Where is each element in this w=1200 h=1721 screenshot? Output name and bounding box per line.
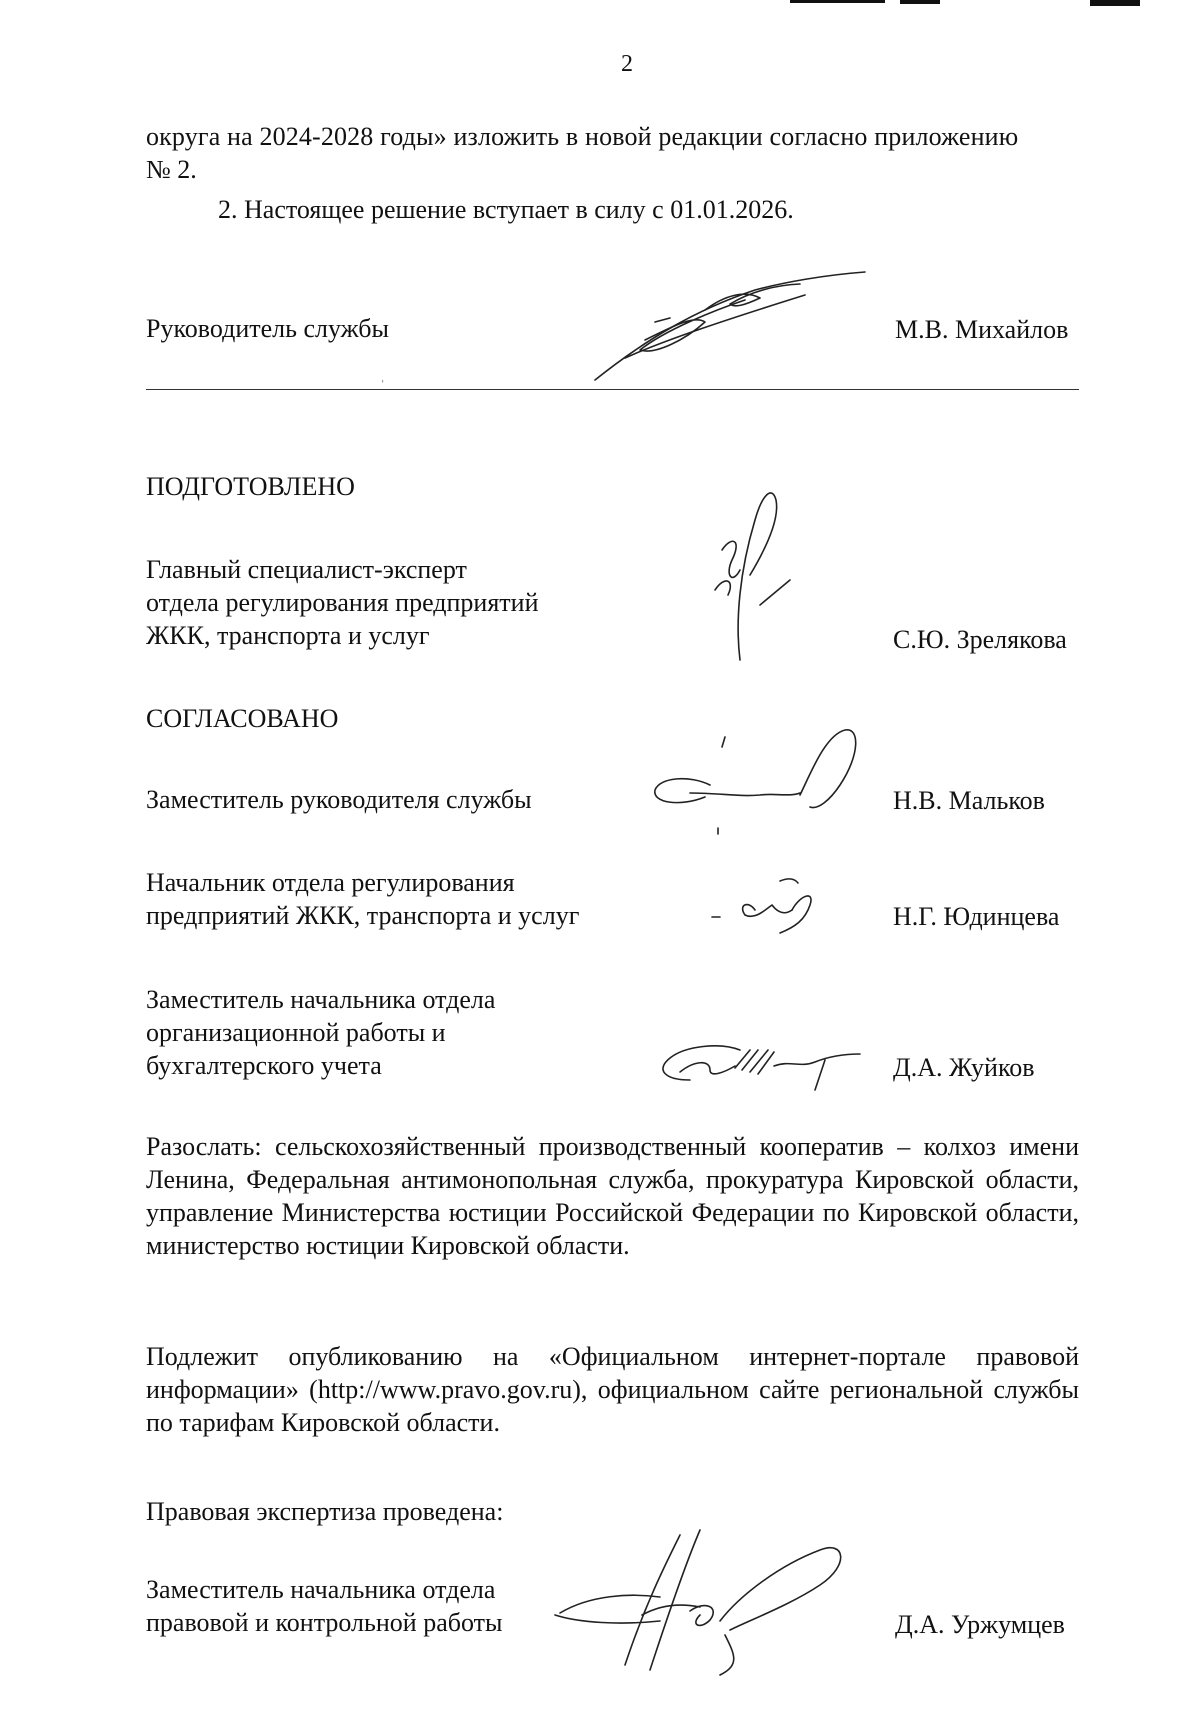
agreed-position-line: предприятий ЖКК, транспорта и услуг (146, 901, 580, 930)
legal-review-position-line: правовой и контрольной работы (146, 1608, 503, 1637)
agreed-position-line: бухгалтерского учета (146, 1051, 382, 1080)
signature-agreed-1 (650, 715, 870, 835)
scan-edge-mark (1090, 0, 1140, 6)
scan-artifact: ˌ (380, 366, 386, 383)
legal-review-position-line: Заместитель начальника отдела (146, 1575, 496, 1604)
prepared-position-line: отдела регулирования предприятий (146, 588, 539, 617)
legal-review-name: Д.А. Уржумцев (895, 1610, 1065, 1639)
head-name: М.В. Михайлов (895, 315, 1069, 344)
body-line: № 2. (146, 155, 197, 184)
signature-agreed-3 (650, 1020, 870, 1100)
prepared-name: С.Ю. Зрелякова (893, 625, 1067, 654)
body-line: округа на 2024-2028 годы» изложить в новой редакции согласно приложению (146, 122, 1019, 151)
agreed-name: Н.Г. Юдинцева (893, 902, 1060, 931)
prepared-position-line: Главный специалист-эксперт (146, 555, 467, 584)
agreed-position-line: Заместитель начальника отдела (146, 985, 496, 1014)
agreed-position-line: Заместитель руководителя службы (146, 785, 532, 814)
agreed-name: Д.А. Жуйков (893, 1053, 1035, 1082)
agreed-position-line: организационной работы и (146, 1018, 446, 1047)
signature-head (585, 270, 885, 390)
prepared-heading: ПОДГОТОВЛЕНО (146, 472, 355, 501)
publication-paragraph: Подлежит опубликованию на «Официальном интернет-портале правовой информации» (http://www.pravo.gov.ru), официальном сайте региональной службы по тарифам Кировской области. (146, 1342, 1079, 1437)
scan-edge-mark (900, 0, 940, 4)
agreed-heading: СОГЛАСОВАНО (146, 704, 339, 733)
signature-rule (146, 389, 1079, 390)
agreed-name: Н.В. Мальков (893, 786, 1045, 815)
distribution-paragraph: Разослать: сельскохозяйственный производственный кооператив – колхоз имени Ленина, Федеральная антимонопольная служба, прокуратура Кировской области, управление Министерства юстиции Российской Федерации по Кировской области, министерство юстиции Кировской области. (146, 1132, 1079, 1260)
signature-agreed-2 (700, 865, 830, 945)
legal-review-heading: Правовая экспертиза проведена: (146, 1497, 504, 1526)
signature-prepared (710, 480, 810, 670)
body-line: 2. Настоящее решение вступает в силу с 01.01.2026. (218, 195, 794, 224)
prepared-position-line: ЖКК, транспорта и услуг (146, 621, 430, 650)
agreed-position-line: Начальник отдела регулирования (146, 868, 515, 897)
head-position: Руководитель службы (146, 314, 389, 343)
signature-legal-review (550, 1525, 880, 1675)
page-number: 2 (621, 51, 633, 77)
scan-edge-mark (790, 0, 885, 3)
